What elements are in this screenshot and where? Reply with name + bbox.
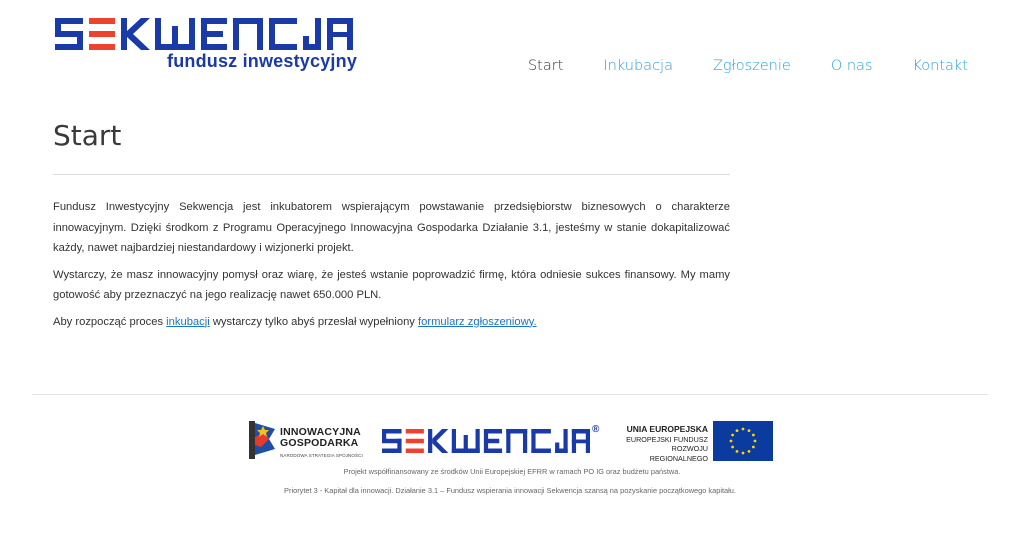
- eu-logo-text: [621, 425, 708, 463]
- eu-line-1: UNIA EUROPEJSKA: [626, 424, 708, 434]
- page-title: Start: [53, 119, 122, 152]
- innowacyjna-gospodarka-flag-icon: [249, 421, 275, 459]
- registered-mark: ®: [592, 424, 600, 435]
- eu-line-3: ROZWOJU REGIONALNEGO: [649, 444, 708, 463]
- nav-start[interactable]: Start: [527, 58, 564, 74]
- eu-star: [736, 429, 739, 432]
- main-content: [53, 118, 730, 338]
- eu-star: [748, 450, 751, 453]
- eu-star: [748, 429, 751, 432]
- nav-kontakt[interactable]: Kontakt: [912, 58, 968, 74]
- eu-star: [731, 446, 734, 449]
- application-form-link[interactable]: formularz zgłoszeniowy.: [418, 315, 537, 328]
- brand-logo[interactable]: [55, 18, 358, 74]
- inkubacji-link[interactable]: inkubacji: [166, 315, 210, 328]
- eu-line-2: EUROPEJSKI FUNDUSZ: [626, 434, 708, 444]
- eu-star: [742, 452, 745, 455]
- sekwencja-footer-logo: [382, 429, 590, 453]
- sekwencja-logo-wordmark: [55, 18, 353, 50]
- nav-inkubacja[interactable]: Inkubacja: [603, 58, 673, 74]
- ig-line-1: INNOWACYJNA: [280, 426, 361, 438]
- cta-text-before: Aby rozpocząć proces: [53, 315, 167, 328]
- eu-star: [730, 440, 733, 443]
- footer-cofinancing-text: Projekt współfinansowany ze środków Unii Europejskiej EFRR w ramach PO IG oraz budżetu państwa.: [343, 467, 681, 476]
- title-divider: [53, 174, 730, 175]
- eu-star: [731, 434, 734, 437]
- eu-star: [742, 428, 745, 431]
- footer-divider: [32, 394, 988, 395]
- main-nav: [488, 58, 968, 74]
- cta-text-middle: wystarczy tylko abyś przesłał wypełniony: [209, 315, 419, 328]
- eu-flag-icon: [713, 421, 773, 461]
- nav-o-nas[interactable]: O nas: [830, 58, 873, 74]
- footer-logos: [249, 419, 773, 463]
- ig-logo-text: [280, 427, 363, 461]
- eu-star: [736, 450, 739, 453]
- site-header: [0, 0, 1020, 100]
- eu-star: [752, 434, 755, 437]
- eu-star: [752, 446, 755, 449]
- ig-line-2: GOSPODARKA: [280, 437, 359, 449]
- ig-line-3: NARODOWA STRATEGIA SPÓJNOŚCI: [280, 453, 363, 458]
- intro-paragraph: Fundusz Inwestycyjny Sekwencja jest inkubatorem wspierającym powstawanie przedsiębiorstw biznesowych o charakterze innowacyjnym. Dzięki środkom z Programu Operacyjnego Innowacyjna Gospodarka Działanie 3.1, jesteśmy w stanie dokapitalizować każdy, nawet najbardziej niestandardowy i wizjonerki projekt.: [53, 201, 730, 254]
- footer-priority-text: Priorytet 3 - Kapitał dla innowacji. Działanie 3.1 – Fundusz wspierania innowacji Sekwencja szansą na pozyskanie początkowego kapitału.: [284, 486, 736, 495]
- nav-zgloszenie[interactable]: Zgłoszenie: [712, 58, 791, 74]
- offer-paragraph: Wystarczy, że masz innowacyjny pomysł oraz wiarę, że jesteś wstanie poprowadzić firmę, która odniesie sukces finansowy. My mamy gotowość aby przeznaczyć na jego realizację nawet 650.000 PLN.: [53, 268, 730, 301]
- brand-tagline: fundusz inwestycyjny: [167, 51, 358, 71]
- eu-star: [754, 440, 757, 443]
- cta-paragraph: [53, 312, 730, 333]
